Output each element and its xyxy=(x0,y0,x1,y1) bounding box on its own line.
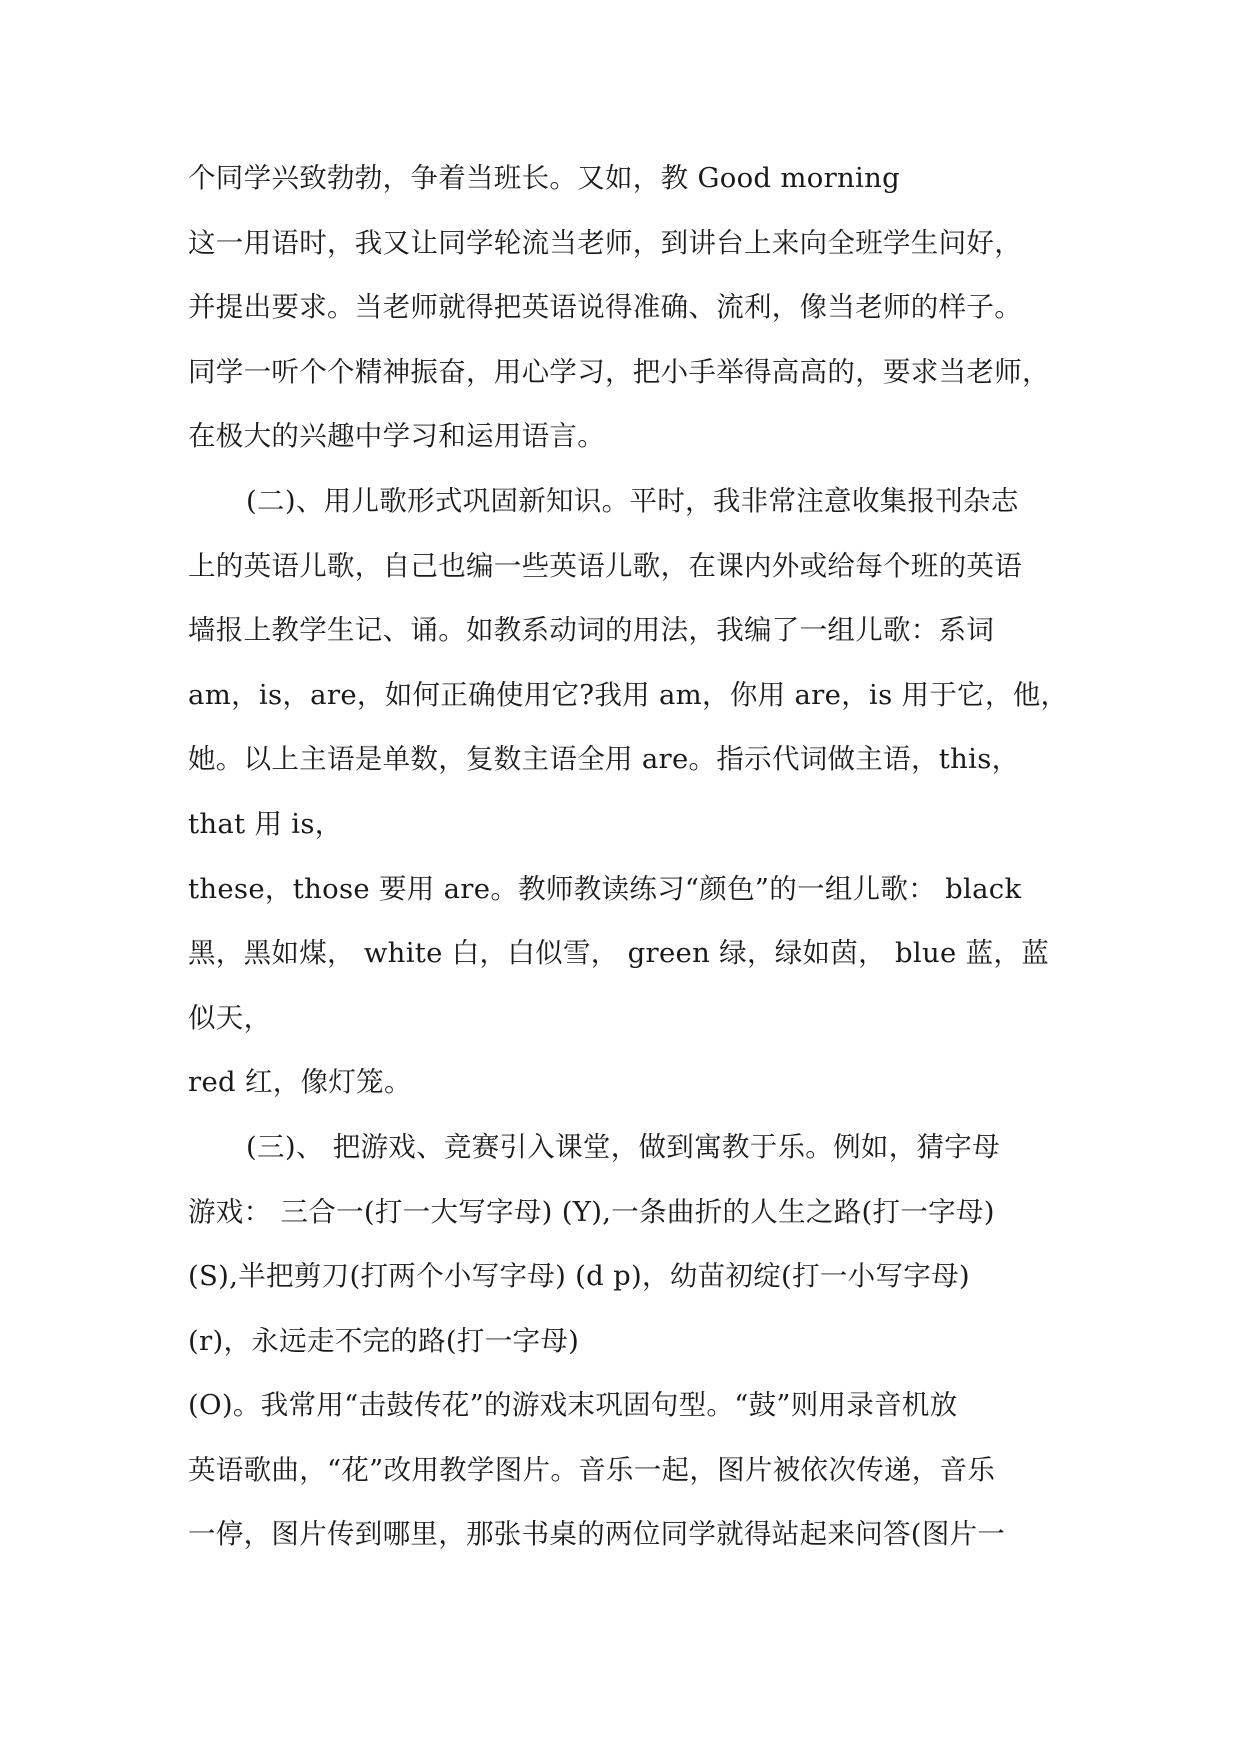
paragraph-start-line: (二)、用儿歌形式巩固新知识。平时，我非常注意收集报刊杂志 xyxy=(246,484,1019,517)
document-body xyxy=(188,158,1069,1579)
text-line: 英语歌曲，“花”改用教学图片。音乐一起，图片被依次传递，音乐 xyxy=(188,1453,996,1486)
text-line: 上的英语儿歌，自己也编一些英语儿歌，在课内外或给每个班的英语 xyxy=(188,549,1022,582)
text-line: 这一用语时，我又让同学轮流当老师，到讲台上来向全班学生问好， xyxy=(188,226,1022,259)
text-line: am，is，are，如何正确使用它?我用 am，你用 are，is 用于它，他， xyxy=(188,678,1069,711)
text-line: 黑，黑如煤， white 白，白似雪， green 绿，绿如茵， blue 蓝，蓝 xyxy=(188,937,1050,970)
text-line: 并提出要求。当老师就得把英语说得准确、流利，像当老师的样子。 xyxy=(188,291,1022,324)
text-line: that 用 is， xyxy=(188,807,343,840)
text-line: 个同学兴致勃勃，争着当班长。又如，教 Good morning xyxy=(188,162,901,194)
text-line: 同学一听个个精神振奋，用心学习，把小手举得高高的，要求当老师， xyxy=(188,355,1050,388)
text-line: 似天， xyxy=(188,1001,272,1034)
text-line: (S),半把剪刀(打两个小写字母) (d p)，幼苗初绽(打一小写字母) xyxy=(188,1260,970,1293)
paragraph-start-line: (三)、 把游戏、竞赛引入课堂，做到寓教于乐。例如，猜字母 xyxy=(246,1130,1000,1163)
text-line: (O)。我常用“击鼓传花”的游戏末巩固句型。“鼓”则用录音机放 xyxy=(188,1389,958,1422)
text-line: (r)，永远走不完的路(打一字母) xyxy=(188,1324,580,1357)
text-line: 墙报上教学生记、诵。如教系动词的用法，我编了一组儿歌：系词 xyxy=(188,614,995,647)
text-line: 她。以上主语是单数，复数主语全用 are。指示代词做主语，this， xyxy=(188,743,1020,776)
text-line: 在极大的兴趣中学习和运用语言。 xyxy=(188,420,605,453)
text-line: 一停，图片传到哪里，那张书桌的两位同学就得站起来问答(图片一 xyxy=(188,1518,1006,1551)
text-line: 游戏： 三合一(打一大写字母) (Y),一条曲折的人生之路(打一字母) xyxy=(188,1195,995,1228)
text-line: red 红，像灯笼。 xyxy=(188,1066,412,1099)
text-line: these，those 要用 are。教师教读练习“颜色”的一组儿歌： black xyxy=(188,872,1022,905)
